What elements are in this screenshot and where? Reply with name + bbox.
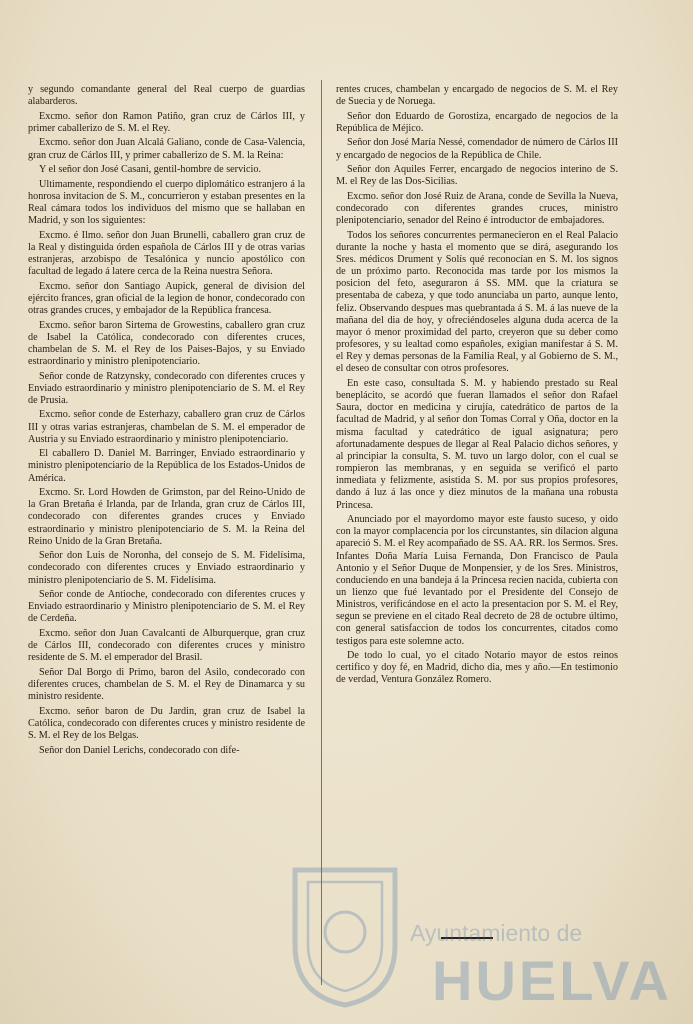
right-paragraph: Todos los señores concurrentes permanecieron en el Real Palacio durante la noche y hasta el momento que se dirá, asegurando los Sres. médicos Drument y Solís qué reconocían en S. M. los signos de un próximo parto. Reconocida mas tarde por los mismos la posicion del feto, aseguraron á SS. MM. que la criatura se presentaba de cabeza, y que todo anunciaba un parto, aunque lento, feliz. Observando despues mas quebrantada á S. M. á las nueve de la mañana del dia de hoy, y ofreciéndoseles alguna duda acerca de la mayor ó menor proximidad del parto, creyeron que su deber como profesores, y su lealtad como españoles, exigian manifestar á S. M. el Rey y demas personas de la Familia Real, y al Gobierno de S. M., el deseo de consultar con otros profesores. <box>336 229 618 375</box>
right-paragraph: En este caso, consultada S. M. y habiendo prestado su Real beneplácito, se acordó que fueran llamados el señor don Rafael Saura, doctor en medicina y cirujía, catedrático de partos de la facultad de Madrid, y al señor don Tomas Corral y Oña, doctor en la misma facultad y catedrático de igual asignatura; pero afortunadamente despues de llegar al Real Palacio dichos señores, y al principiar la consulta, S. M. tuvo un largo dolor, con el cual se rompieron las membranas, y en seguida se verificó el parto inmediata y felizmente, asistida S. M. por sus propios profesores, dando á luz á las once y diez minutos de la mañana una robusta Princesa. <box>336 377 618 511</box>
right-text-column <box>336 84 618 689</box>
left-paragraph: Y el señor don José Casani, gentil-hombre de servicio. <box>39 164 261 176</box>
archive-watermark <box>270 830 690 1020</box>
end-rule <box>441 937 493 939</box>
left-paragraph: Ultimamente, respondiendo el cuerpo diplomático estranjero á la honrosa invitacion de S. M., concurrieron y estaban presentes en la Real cámara todos los individuos del mismo que se hallaban en Madrid, y son los siguientes: <box>28 178 305 227</box>
left-paragraph: Excmo. señor don Juan Cavalcanti de Alburquerque, gran cruz de Cárlos III, condecorado con diferentes cruces y ministro residente de S. M. el emperador del Brasil. <box>28 628 305 664</box>
left-paragraph: Señor conde de Ratzynsky, condecorado con diferentes cruces y Enviado estraordinario y ministro plenipotenciario de S. M. el Rey de Prusia. <box>28 370 305 406</box>
left-paragraph: Señor conde de Antioche, condecorado con diferentes cruces y Enviado estraordinario y Ministro plenipotenciario de S. M. el Rey de Cerdeña. <box>28 589 305 625</box>
left-paragraph: Excmo. Sr. Lord Howden de Grimston, par del Reino-Unido de la Gran Bretaña é Irlanda, par de Irlanda, gran cruz de Cárlos III, condecorado con diferentes grandes cruces y Enviado estraordinario y ministro plenipotenciario de S. M. la Reina del Reino Unido de la Gran Bretaña. <box>28 487 305 547</box>
right-paragraph: Excmo. señor don José Ruiz de Arana, conde de Sevilla la Nueva, condecorado con diferentes grandes cruces, ministro plenipotenciario, senador del Reino é introductor de embajadores. <box>336 190 618 227</box>
right-paragraph: Señor don Aquiles Ferrer, encargado de negocios interino de S. M. el Rey de las Dos-Sicilias. <box>336 164 618 188</box>
left-paragraph: Excmo. señor conde de Esterhazy, caballero gran cruz de Cárlos III y otras varias estranjeras, chambelan de S. M. el emperador de Austria y su Enviado estraordinario y ministro plenipotenciario. <box>28 409 305 445</box>
left-paragraph: Excmo. señor baron de Du Jardin, gran cruz de Isabel la Católica, condecorado con diferentes cruces y ministro residente de S. M. el Rey de los Belgas. <box>28 705 305 742</box>
left-paragraph: Excmo. señor don Juan Alcalá Galiano, conde de Casa-Valencia, gran cruz de Cárlos III, y primer caballerizo de S. M. la Reina: <box>28 137 305 161</box>
left-paragraph: y segundo comandante general del Real cuerpo de guardias alabarderos. <box>28 84 305 108</box>
left-paragraph: Señor don Daniel Lerichs, condecorado con dife- <box>39 744 240 756</box>
watermark-name: HUELVA <box>432 949 672 1012</box>
right-paragraph: Anunciado por el mayordomo mayor este fausto suceso, y oido con la mayor complacencia por los circunstantes, sin dilacion alguna apareció S. M. el Rey acompañado de SS. AA. RR. los Sermos. Sres. Infantes Doña María Luisa Fernanda, Don Francisco de Paula Antonio y el Señor Duque de Monpensier, y de los Sres. Ministros, conduciendo en una bandeja á la Princesa recien nacida, cubierta con un lienzo que fué levantado por el Presidente del Consejo de Ministros, verificándose en el acto la presentacion por S. M. el Rey, segun se previene en el citado Real decreto de 28 de octubre último, con general satisfaccion de todos los concurrentes, citados como testigos para este solemne acto. <box>336 514 618 647</box>
column-divider <box>321 80 322 985</box>
left-text-column <box>28 84 305 759</box>
left-paragraph: Excmo. señor baron Sirtema de Growestins, caballero gran cruz de Isabel la Católica, condecorado con diferentes cruces, chambelan de S. M. el Rey de los Paises-Bajos, y su Enviado estraordinario y ministro plenipotenciario. <box>28 319 305 368</box>
left-paragraph: Excmo. é Ilmo. señor don Juan Brunelli, caballero gran cruz de la Real y distinguida órden española de Cárlos III y de otras varias estranjeras, arzobispo de Tesalónica y nuncio apostólico con facultad de legado á latere cerca de la Reina nuestra Señora. <box>28 229 305 278</box>
right-paragraph: Señor don José María Nessé, comendador de número de Cárlos III y encargado de negocios de la República de Chile. <box>336 137 618 161</box>
left-paragraph: Señor don Luis de Noronha, del consejo de S. M. Fidelísima, condecorado con diferentes cruces y Enviado estraordinario y ministro plenipotenciario de S. M. Fidelísima. <box>28 550 305 586</box>
watermark-title: Ayuntamiento de <box>410 920 583 946</box>
left-paragraph: El caballero D. Daniel M. Barringer, Enviado estraordinario y ministro plenipotenciario de la República de los Estados-Unidos de América. <box>28 448 305 484</box>
right-paragraph: rentes cruces, chambelan y encargado de negocios de S. M. el Rey de Suecia y de Noruega. <box>336 84 618 108</box>
right-paragraph: Señor don Eduardo de Gorostiza, encargado de negocios de la República de Méjico. <box>336 110 618 134</box>
left-paragraph: Excmo. señor don Santiago Aupick, general de division del ejército frances, gran oficial de la legion de honor, condecorado con otras grandes cruces, y embajador de la República francesa. <box>28 280 305 316</box>
city-seal-icon <box>280 860 410 1010</box>
right-paragraph: De todo lo cual, yo el citado Notario mayor de estos reinos certifico y doy fé, en Madrid, dicho dia, mes y año.—En testimonio de verdad, Ventura González Romero. <box>336 650 618 686</box>
left-paragraph: Señor Dal Borgo di Primo, baron del Asilo, condecorado con diferentes cruces, chambelan de S. M. el Rey de Dinamarca y su ministro residente. <box>28 666 305 703</box>
left-paragraph: Excmo. señor don Ramon Patiño, gran cruz de Cárlos III, y primer caballerizo de S. M. el Rey. <box>28 110 305 134</box>
